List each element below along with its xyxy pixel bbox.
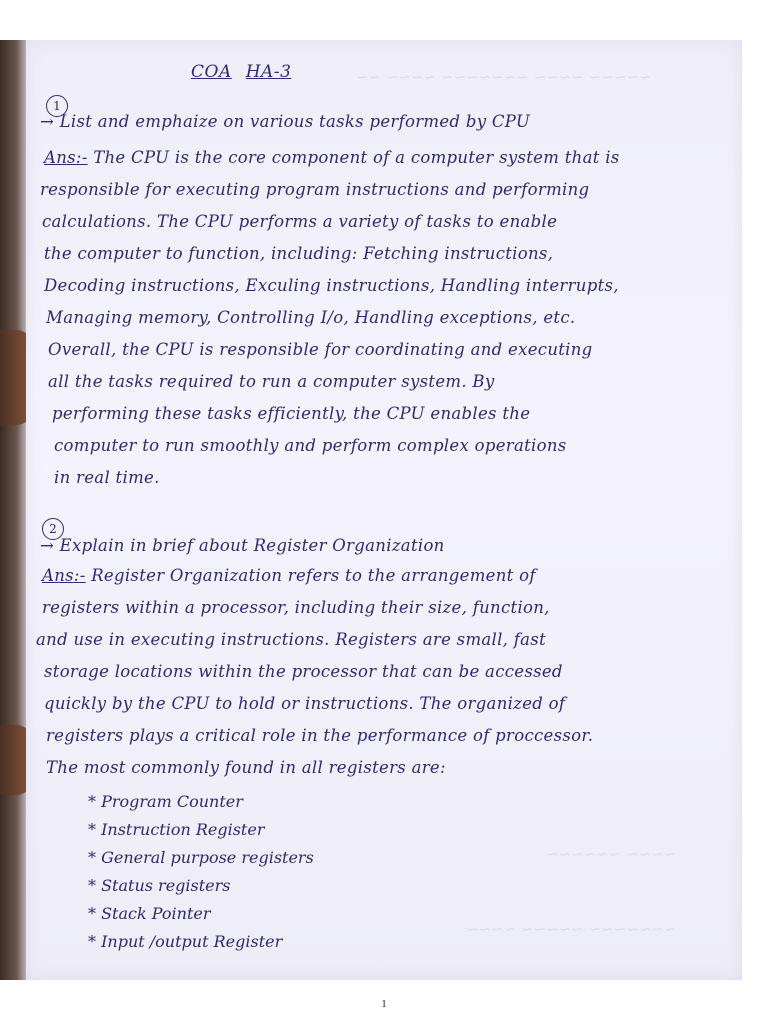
answer-2-line: storage locations within the processor that can be accessed: [44, 662, 563, 681]
answer-2-line: The most commonly found in all registers are:: [46, 758, 446, 777]
answer-1-line: in real time.: [54, 468, 160, 487]
course-code: COA: [191, 62, 232, 82]
answer-1-line: Decoding instructions, Exculing instructions, Handling interrupts,: [44, 276, 619, 295]
answer-1-line: the computer to function, including: Fetching instructions,: [44, 244, 554, 263]
bleed-through-mark: ~~~~~~~ ~~~~~ ~~~~: [466, 920, 677, 938]
list-item: * Status registers: [88, 872, 314, 900]
answer-text: The CPU is the core component of a computer system that is: [93, 148, 620, 167]
answer-1-line: Overall, the CPU is responsible for coordinating and executing: [48, 340, 593, 359]
handwritten-page: [26, 40, 742, 980]
question-number-badge: 1: [46, 95, 68, 117]
answer-2-line: registers within a processor, including their size, function,: [42, 598, 550, 617]
answer-2-line: quickly by the CPU to hold or instructions. The organized of: [44, 694, 566, 713]
question-2-text: → Explain in brief about Register Organization: [40, 536, 445, 555]
answer-1-line: Managing memory, Controlling I/o, Handling exceptions, etc.: [46, 308, 576, 327]
answer-1-line: performing these tasks efficiently, the CPU enables the: [52, 404, 531, 423]
question-number-badge: 2: [42, 518, 64, 540]
list-item: * Stack Pointer: [88, 900, 314, 928]
assignment-code: HA-3: [245, 62, 292, 82]
list-item: * Instruction Register: [88, 816, 314, 844]
list-item: * Input /output Register: [88, 928, 314, 956]
register-list: [88, 788, 314, 956]
list-item: * Program Counter: [88, 788, 314, 816]
answer-1-line: calculations. The CPU performs a variety of tasks to enable: [42, 212, 558, 231]
answer-2-line: registers plays a critical role in the performance of proccessor.: [46, 726, 594, 745]
bleed-through-mark: ~~~~~ ~~~~ ~~~~~~~ ~~~~ ~~: [356, 68, 652, 86]
answer-1-line: all the tasks required to run a computer system. By: [48, 372, 495, 391]
answer-1-line: responsible for executing program instructions and performing: [40, 180, 590, 199]
answer-label: Ans:-: [44, 148, 88, 167]
answer-2-line: and use in executing instructions. Registers are small, fast: [36, 630, 547, 649]
question-1-text: → List and emphaize on various tasks performed by CPU: [40, 112, 531, 131]
page-number: 1: [381, 998, 387, 1010]
answer-label: Ans:-: [42, 566, 86, 585]
answer-text: Register Organization refers to the arrangement of: [91, 566, 536, 585]
list-item: * General purpose registers: [88, 844, 314, 872]
answer-1-line: computer to run smoothly and perform complex operations: [54, 436, 567, 455]
answer-2-line: [42, 566, 536, 585]
answer-1-line: [44, 148, 620, 167]
bleed-through-mark: ~~~~ ~~~~~~: [546, 845, 677, 863]
page-title: [191, 62, 305, 82]
